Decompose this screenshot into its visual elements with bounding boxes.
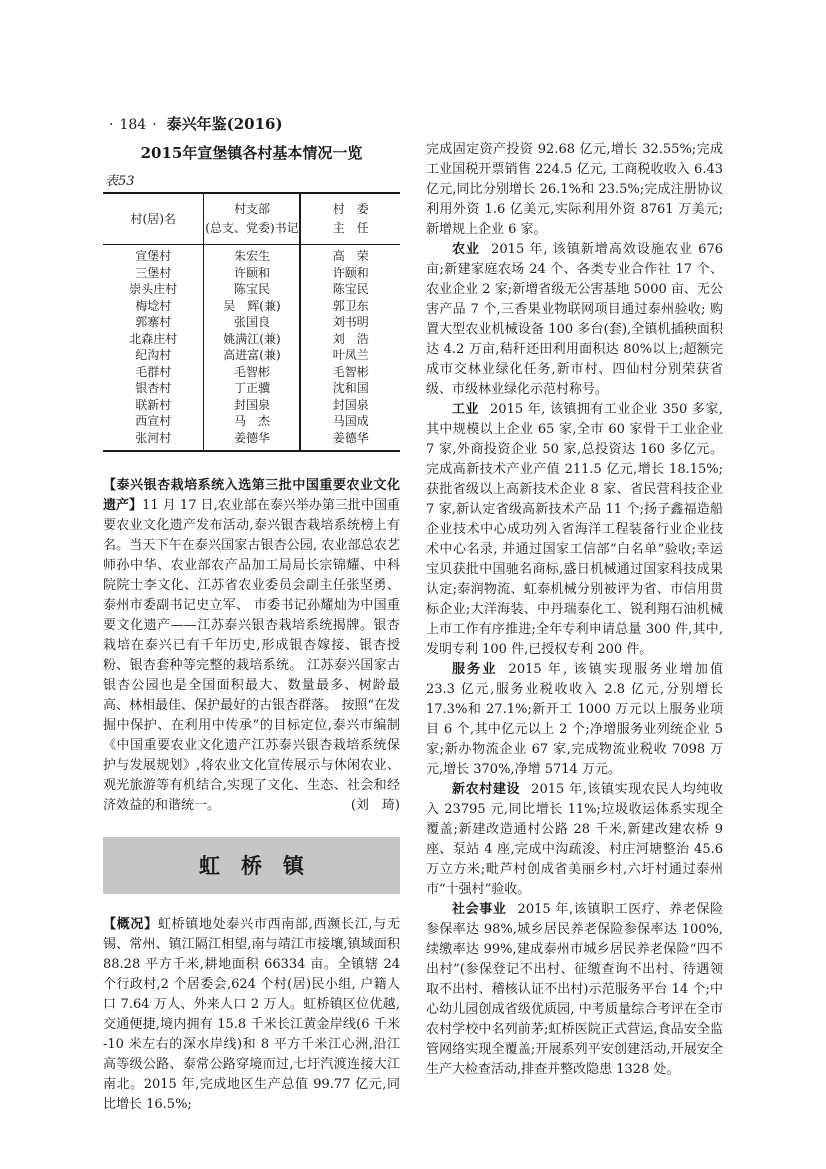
table-cell: 刘 浩 [332, 331, 369, 346]
table-cell: 宣堡村 [103, 245, 204, 265]
table-cell: 毛智彬 [204, 364, 301, 381]
table-cell: 高 荣 [332, 249, 369, 263]
village-table-body [103, 245, 400, 452]
overview-body: 虹桥镇地处泰兴市西南部,西濒长江,与无锡、常州、镇江隔江相望,南与靖江市接壤,镇域面积 88.28 平方千米,耕地面积 66334 亩。全镇辖 24 个行政村,2 个居委会,624 个村(居)民小组, 户籍人口 7.64 万人、外来人口 2 万人。虹桥镇区位优越,交通便捷,境内拥有 15.8 千米长江黄金岸线(6 千米 -10 米左右的深水岸线)和 8 平方千米江心洲,沿江高等级公路、泰常公路穿境而过,七圩汽渡连接大江南北。2015 年,完成地区生产总值 99.77 亿元,同比增长 16.5%; [103, 917, 400, 1112]
paragraph-agriculture [426, 240, 723, 400]
page-header [103, 113, 283, 134]
town-banner-title: 虹 桥 镇 [199, 853, 304, 878]
table-row [103, 397, 400, 414]
column-header-village-name [103, 193, 204, 245]
table-row [103, 298, 400, 315]
right-column [426, 140, 723, 1115]
article-signature: (刘 琦) [350, 798, 400, 813]
table-cell: 丁正骥 [204, 380, 301, 397]
table-cell: 姜德华 [332, 430, 369, 445]
article-body: 11 月 17 日,农业部在泰兴举办第三批中国重要农业文化遗产发布活动,泰兴银杏栽培系统榜上有名。当天下午在泰兴国家古银杏公园, 农业部总农艺师孙中华、农业部农产品加工局局长宗锦耀、中科院院士李文化、江苏省农业委员会副主任张坚勇、泰州市委副书记史立军、 市委书记孙耀灿为中国重要文化遗产——江苏泰兴银杏栽培系统揭牌。银杏栽培在泰兴已有千年历史,形成银杏嫁接、银杏授粉、银杏套种等完整的栽培系统。 江苏泰兴国家古银杏公园也是全国面积最大、数量最多、树龄最高、林相最佳、保护最好的古银杏群落。 按照“在发掘中保护、在利用中传承”的目标定位,泰兴市编制《中国重要农业文化遗产江苏泰兴银杏栽培系统保护与发展规划》,将农业文化宣传展示与休闲农业、观光旅游等有机结合,实现了文化、生态、社会和经济效益的和谐统一。 [103, 498, 400, 813]
table-cell: 马国成 [332, 414, 369, 428]
table-cell: 封国泉 [332, 397, 369, 412]
paragraph-text: 2015 年, 该镇实现服务业增加值 23.3 亿元,服务业税收收入 2.8 亿元,分别增长 17.3%和 27.1%;新开工 1000 万元以上服务业项目 6 个,其中亿元以上 2 个;净增服务业列统企业 5 家;新办物流企业 67 家,完成物流业税收 7098 万元,增长 370%,净增 5714 万元。 [426, 662, 723, 777]
paragraph-text: 2015 年, 该镇拥有工业企业 350 多家,其中规模以上企业 65 家,全市 60 家骨干工业企业 7 家,外商投资企业 50 家,总投资达 160 多亿元。完成高新技术产业产值 211.5 亿元,增长 18.15%;获批省级以上高新技术企业 8 家、省民营科技企业 7 家,新认定省级高新技术产品 11 个;扬子鑫福造船企业技术中心成功列入省海洋工程装备行业企业技术中心名录, 并通过国家工信部“白名单”验收;幸运宝贝获批中国驰名商标,盛日机械通过国家科技成果认定;泰润物流、虹泰机械分别被评为省、市信用贯标企业;大洋海装、中丹瑞泰化工、锐利翔石油机械上市工作有序推进;全年专利申请总量 300 件,其中,发明专利 100 件,已授权专利 200 件。 [426, 402, 723, 657]
header-dot-right: · [152, 117, 157, 133]
table-cell: 梅埝村 [103, 298, 204, 315]
table-title: 2015年宣堡镇各村基本情况一览 [140, 144, 363, 162]
overview-paragraph [103, 915, 400, 1115]
table-cell: 封国泉 [204, 397, 301, 414]
paragraph-services [426, 660, 723, 780]
paragraph-text: 完成固定资产投资 92.68 亿元,增长 32.55%;完成工业国税开票销售 224.5 亿元, 工商税收收入 6.43 亿元,同比分别增长 26.1%和 23.5%;完成注册协议利用外资 1.6 亿美元,实际利用外资 8761 万美元;新增规上企业 6 家。 [426, 142, 723, 237]
table-cell: 联新村 [103, 397, 204, 414]
table-row [103, 413, 400, 430]
column-header-committee-director [300, 193, 400, 245]
table-cell: 叶凤兰 [332, 348, 369, 362]
paragraph-lead: 工业 [452, 402, 479, 417]
overview-heading: 【概况】 [103, 917, 158, 932]
table-row [103, 430, 400, 452]
table-cell: 沈和国 [332, 381, 369, 395]
table-row [103, 314, 400, 331]
ginkgo-article [103, 476, 400, 816]
column-header-party-secretary [204, 193, 301, 245]
header-dot-left: · [109, 117, 114, 133]
table-row [103, 265, 400, 282]
paragraph-text: 2015 年, 该镇新增高效设施农业 676 亩;新建家庭农场 24 个、各类专业合作社 17 个、农业企业 2 家;新增省级无公害基地 5000 亩、无公害产品 7 个,三香果业物联网项目通过泰州验收; 购置大型农业机械设备 100 多台(套),全镇机插秧面积达 4.2 万亩,秸秆还田利用面积达 80%以上;超额完成市交林业绿化任务,新市村、四仙村分别荣获省级、市级林业绿化示范村称号。 [426, 242, 723, 397]
table-cell: 姜德华 [204, 430, 301, 452]
table-cell: 吴 辉(兼) [204, 298, 301, 315]
town-section-banner [103, 837, 400, 894]
table-cell: 郭卫东 [332, 298, 369, 313]
table-cell: 银杏村 [103, 380, 204, 397]
book-title: 泰兴年鉴(2016) [166, 115, 283, 133]
table-cell: 三堡村 [103, 265, 204, 282]
table-cell: 毛智彬 [332, 364, 369, 379]
paragraph-lead: 社会事业 [452, 902, 507, 917]
two-column-layout [103, 140, 723, 1115]
village-table-header [103, 193, 400, 245]
table-cell: 许颐和 [332, 265, 369, 280]
table-row [103, 364, 400, 381]
paragraph-lead: 服务业 [452, 662, 498, 677]
paragraph-lead: 新农村建设 [452, 782, 521, 797]
column-header-text: 主 任 [332, 221, 369, 235]
paragraph-industry [426, 400, 723, 660]
page-number: 184 [119, 117, 147, 133]
table-cell: 郭寨村 [103, 314, 204, 331]
table-cell: 刘书明 [332, 315, 369, 329]
village-table [103, 192, 400, 452]
table-row [103, 245, 400, 265]
table-cell: 许颐和 [204, 265, 301, 282]
table-label: 表53 [105, 174, 135, 189]
table-cell: 崇头庄村 [103, 281, 204, 298]
table-cell: 张河村 [103, 430, 204, 452]
column-header-text: 村 委 [332, 202, 369, 216]
table-cell: 毛群村 [103, 364, 204, 381]
table-cell: 高进富(兼) [204, 347, 301, 364]
paragraph-social-programs [426, 900, 723, 1080]
table-cell: 西宣村 [103, 413, 204, 430]
table-header-row [103, 193, 400, 245]
table-row [103, 331, 400, 348]
left-column [103, 140, 400, 1115]
paragraph-new-countryside [426, 780, 723, 900]
table-cell: 陈宝民 [204, 281, 301, 298]
table-cell: 马 杰 [204, 413, 301, 430]
table-cell: 朱宏生 [204, 245, 301, 265]
table-row [103, 380, 400, 397]
article-heading: 【泰兴银杏栽培系统入选第三批中国重要农业文化遗产】 [103, 478, 400, 513]
table-cell: 张国良 [204, 314, 301, 331]
table-cell: 纪沟村 [103, 347, 204, 364]
paragraph-text: 2015 年,该镇职工医疗、养老保险参保率达 98%,城乡居民养老保险参保率达 100%,续缴率达 99%,建成泰州市城乡居民养老保险“四不出村”(参保登记不出村、征缴查询不出村、待遇领取不出村、稽核认证不出村)示范服务平台 14 个;中心幼儿园创成省级优质园, 中考质量综合考评在全市农村学校中名列前茅;虹桥医院正式营运,食品安全监管网络实现全覆盖;开展系列平安创建活动,开展安全生产大检查活动,排查并整改隐患 1328 处。 [426, 902, 723, 1077]
table-row [103, 347, 400, 364]
table-cell: 北森庄村 [103, 331, 204, 348]
column-header-text: 村(居)名 [130, 211, 176, 226]
table-row [103, 281, 400, 298]
table-cell: 陈宝民 [332, 282, 369, 296]
paragraph-lead: 农业 [452, 242, 481, 257]
table-cell: 姚满江(兼) [204, 331, 301, 348]
paragraph-text: 2015 年,该镇实现农民人均纯收入 23795 元,同比增长 11%;垃圾收运体系实现全覆盖;新建改造通村公路 28 千米,新建改建农桥 9 座、泵站 4 座,完成中沟疏浚、村庄河塘整治 45.6 万立方米;毗芦村创成省美丽乡村,六圩村通过泰州市“十强村”验收。 [426, 782, 723, 897]
column-header-text: (总支、党委)书记 [205, 221, 299, 235]
column-header-text: 村支部 [233, 202, 270, 216]
paragraph-overview-continuation [426, 140, 723, 240]
